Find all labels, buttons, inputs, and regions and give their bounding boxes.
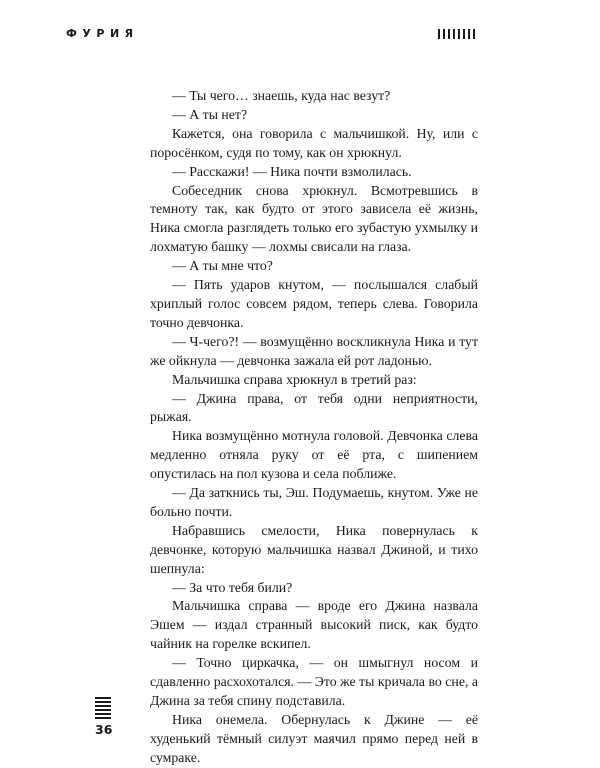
paragraph: — Расскажи! — Ника почти взмолилась. (172, 163, 412, 179)
paragraph: Кажется, она говорила с мальчишкой. Ну, или с поросёнком, судя по тому, как он хрюкнул. (150, 125, 478, 160)
paragraph: — А ты мне что? (172, 258, 273, 274)
folio-stripes-ornament (95, 697, 111, 719)
paragraph: — Ч-чего?! — возмущённо воскликнула Ника и тут же ойкнула — девчонка зажала ей рот ладонью. (150, 333, 478, 368)
paragraph: Собеседник снова хрюкнул. Всмотревшись в темноту так, как будто от этого зависела её жизнь, Ника смогла разглядеть только его зубастую ухмылку и лохматую башку — лохмы свисали на глаза. (150, 182, 478, 255)
paragraph: Ника онемела. Обернулась к Джине — её худенький тёмный силуэт маячил прямо перед ней в сумраке. (150, 711, 478, 765)
paragraph: Ника возмущённо мотнула головой. Девчонка слева медленно отняла руку от её рта, с шипением опустилась на пол кузова и села поближе. (150, 428, 478, 482)
header-stripes-ornament (438, 29, 475, 39)
paragraph: — Джина права, от тебя одни неприятности, рыжая. (150, 390, 478, 425)
body-text (150, 87, 478, 768)
paragraph: — А ты нет? (172, 106, 248, 122)
paragraph: — Точно циркачка, — он шмыгнул носом и сдавленно расхохотался. — Это же ты кричала во сне, а Джина за тебя спину подставила. (150, 655, 478, 708)
running-title: ФУРИЯ (66, 27, 139, 40)
paragraph: — Пять ударов кнутом, — послышался слабый хриплый голос совсем рядом, теперь слева. Говорила точно девчонка. (150, 277, 478, 330)
paragraph: — За что тебя били? (172, 579, 293, 595)
paragraph: Мальчишка справа хрюкнул в третий раз: (172, 371, 417, 387)
paragraph: — Да заткнись ты, Эш. Подумаешь, кнутом. Уже не больно почти. (150, 485, 478, 519)
page-number: 36 (95, 722, 113, 737)
paragraph: — Ты чего… знаешь, куда нас везут? (172, 88, 391, 103)
paragraph: Набравшись смелости, Ника повернулась к девчонке, которую мальчишка назвал Джиной, и тихо шепнула: (150, 522, 478, 576)
paragraph: Мальчишка справа — вроде его Джина назвала Эшем — издал странный высокий писк, как будто чайник на горелке вскипел. (150, 598, 478, 652)
